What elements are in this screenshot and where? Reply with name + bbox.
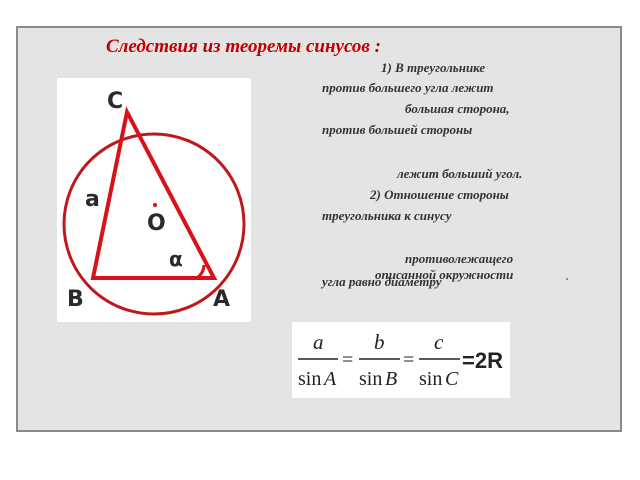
- text-overlap: описанной окружности: [375, 267, 514, 282]
- formula-result: =2R: [462, 348, 503, 373]
- label-angle-alpha: α: [169, 247, 183, 271]
- text-line-6: 2) Отношение стороны: [370, 187, 509, 202]
- formula-svg: [292, 322, 510, 398]
- formula-numerator-a: a: [313, 330, 324, 354]
- text-line-3: большая сторона,: [405, 101, 510, 116]
- formula-denominator-c: C: [445, 368, 459, 390]
- center-point: [153, 203, 157, 207]
- formula-denominator-a: A: [324, 368, 337, 390]
- text-line-1: 1) В треугольнике: [381, 60, 486, 75]
- text-line-7: треугольника к синусу: [322, 208, 452, 223]
- formula-equals-1: =: [342, 349, 354, 371]
- text-line-8: противолежащего: [405, 251, 514, 266]
- formula-sin-3: sin: [419, 368, 443, 390]
- triangle-figure: [57, 78, 251, 322]
- text-line-5: лежит больший угол.: [397, 166, 523, 181]
- formula-sin-1: sin: [298, 368, 322, 390]
- triangle: [93, 112, 214, 278]
- formula-sin-2: sin: [359, 368, 383, 390]
- formula-equals-2: =: [403, 349, 415, 371]
- sine-theorem-formula: [292, 322, 510, 398]
- text-trailing-dot: .: [566, 268, 570, 283]
- formula-denominator-b: B: [385, 368, 398, 390]
- slide-title: Следствия из теоремы синусов :: [106, 36, 381, 57]
- inscribed-triangle-diagram: [57, 78, 251, 322]
- label-vertex-c: C: [107, 89, 124, 114]
- label-vertex-b: B: [67, 287, 84, 312]
- label-side-a: a: [85, 187, 100, 212]
- label-center-o: O: [147, 211, 166, 236]
- formula-numerator-c: c: [434, 330, 444, 354]
- formula-numerator-b: b: [374, 330, 385, 354]
- label-vertex-a: A: [213, 287, 231, 312]
- text-line-2: против большего угла лежит: [322, 80, 494, 95]
- text-line-9: угла равно диаметру: [322, 274, 442, 289]
- text-line-4: против большей стороны: [322, 122, 473, 137]
